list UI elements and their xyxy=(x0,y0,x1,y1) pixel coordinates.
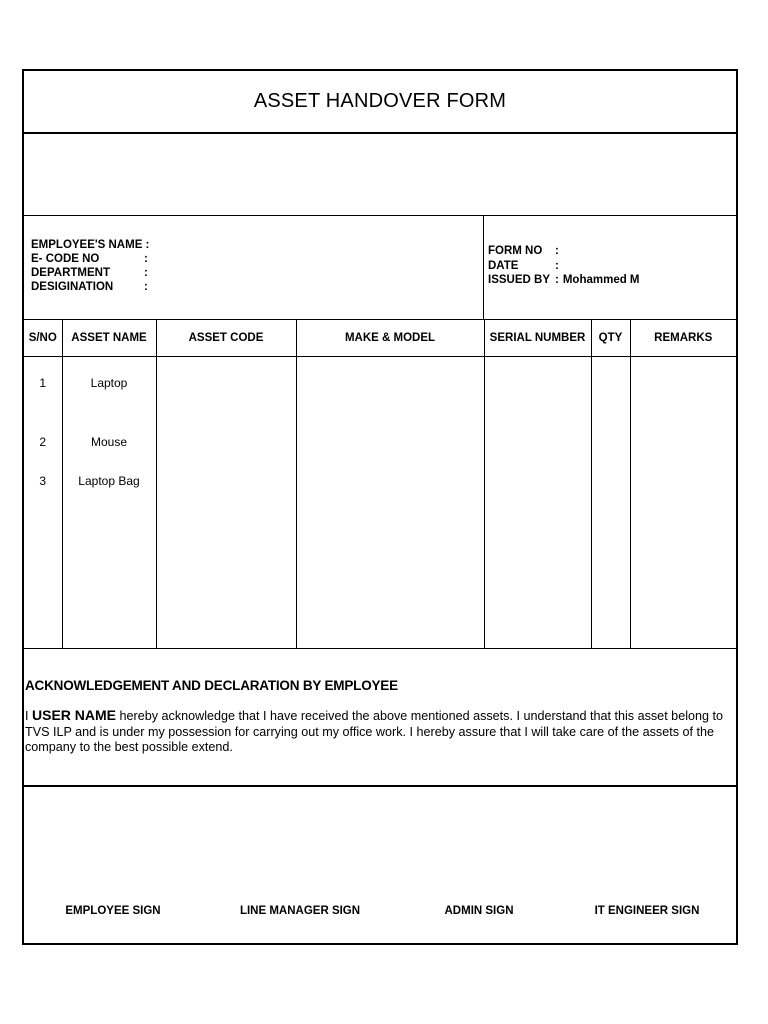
blank-header-area xyxy=(24,132,736,216)
asset-code-column xyxy=(156,357,296,649)
line-manager-sign-label: LINE MANAGER SIGN xyxy=(239,905,361,917)
signature-section xyxy=(24,787,736,943)
user-name-placeholder: USER NAME xyxy=(32,707,117,723)
acknowledgement-title: ACKNOWLEDGEMENT AND DECLARATION BY EMPLOYEE xyxy=(25,678,398,693)
issued-by-colon: : xyxy=(555,274,559,286)
ack-body: hereby acknowledge that I have received the above mentioned assets. I understand that this asset belong to TVS ILP and is under my possession for carrying out my office work. I hereby assure that I will take care of the assets of the company to the best possible extend. xyxy=(25,709,724,754)
table-row-sno: 1 xyxy=(39,376,47,390)
form-info xyxy=(488,244,640,288)
date-field xyxy=(488,259,640,274)
table-header-row xyxy=(24,320,736,357)
table-row-asset-name: Laptop Bag xyxy=(78,474,140,488)
table-row-sno: 3 xyxy=(39,474,47,488)
table-row-asset-name: Laptop xyxy=(90,376,128,390)
employee-sign-label: EMPLOYEE SIGN xyxy=(65,905,161,917)
designation-label: DESIGINATION xyxy=(31,281,114,293)
table-row-sno: 2 xyxy=(39,435,47,449)
form-no-field xyxy=(488,244,640,259)
issued-by-label: ISSUED BY xyxy=(488,274,550,286)
ack-prefix: I xyxy=(25,709,32,723)
serial-number-column xyxy=(484,357,591,649)
issued-by-field xyxy=(488,273,640,288)
header-qty: QTY xyxy=(591,320,630,357)
admin-sign-label: ADMIN SIGN xyxy=(444,905,514,917)
issued-by-value: Mohammed M xyxy=(562,274,640,286)
qty-column xyxy=(591,357,630,649)
form-title: ASSET HANDOVER FORM xyxy=(253,90,507,112)
table-body-row xyxy=(24,357,736,649)
asset-handover-form xyxy=(22,69,738,945)
form-title-row xyxy=(24,71,736,134)
header-asset-name: ASSET NAME xyxy=(62,320,156,357)
date-label: DATE xyxy=(488,259,519,272)
remarks-column xyxy=(630,357,736,649)
employee-name-field xyxy=(31,238,148,252)
sno-column xyxy=(24,357,62,649)
ecode-field xyxy=(31,252,148,266)
make-model-column xyxy=(296,357,484,649)
header-remarks: REMARKS xyxy=(630,320,736,357)
acknowledgement-section xyxy=(24,649,736,787)
date-colon: : xyxy=(555,259,559,272)
header-make-model: MAKE & MODEL xyxy=(296,320,484,357)
department-colon: : xyxy=(144,267,148,279)
acknowledgement-text xyxy=(25,708,725,756)
form-no-colon: : xyxy=(555,245,559,257)
ecode-label: E- CODE NO xyxy=(31,253,100,265)
header-serial-number: SERIAL NUMBER xyxy=(484,320,591,357)
header-asset-code: ASSET CODE xyxy=(156,320,296,357)
department-field xyxy=(31,266,148,280)
form-no-label: FORM NO xyxy=(488,245,543,257)
info-divider xyxy=(483,216,484,319)
info-section xyxy=(24,216,736,320)
it-engineer-sign-label: IT ENGINEER SIGN xyxy=(594,905,700,917)
designation-field xyxy=(31,280,148,294)
table-row-asset-name: Mouse xyxy=(90,435,128,449)
employee-info xyxy=(31,238,148,294)
asset-table xyxy=(24,320,736,649)
header-sno: S/NO xyxy=(24,320,62,357)
department-label: DEPARTMENT xyxy=(31,267,111,279)
employee-name-label: EMPLOYEE'S NAME : xyxy=(31,239,150,251)
asset-name-column xyxy=(62,357,156,649)
ecode-colon: : xyxy=(144,253,148,265)
designation-colon: : xyxy=(144,281,148,293)
